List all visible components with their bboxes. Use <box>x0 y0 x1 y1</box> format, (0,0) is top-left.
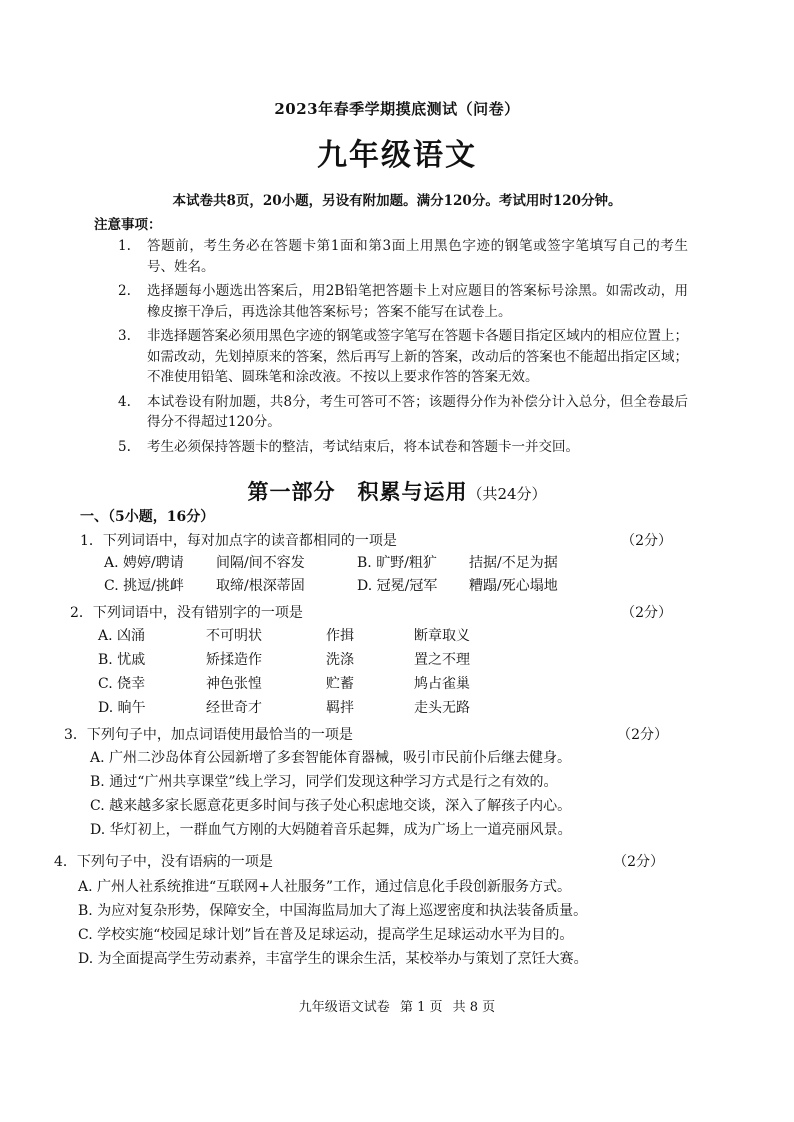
notice-item <box>118 437 688 458</box>
notice-item <box>118 281 688 322</box>
option-line: C. 越来越多家长愿意花更多时间与孩子处心积虑地交谈，深入了解孩子内心。 <box>90 798 572 814</box>
question-score: （2分） <box>621 533 672 549</box>
option-cell: 作揖 <box>326 628 354 644</box>
question-score: （2分） <box>621 605 672 621</box>
option-cell: 取缔/根深蒂固 <box>216 578 305 594</box>
footer-name: 九年级语文试卷 <box>298 1000 390 1015</box>
option-line: A. 广州人社系统推进“互联网+人社服务”工作，通过信息化手段创新服务方式。 <box>78 879 572 895</box>
notice-number: 4. <box>118 393 131 410</box>
option-cell: 洗涤 <box>326 652 354 668</box>
option-cell: A. 凶涌 <box>98 628 146 644</box>
option-cell: B. 旷野/粗犷 <box>357 555 437 571</box>
option-cell: 间隔/间不容发 <box>216 555 305 571</box>
question-score: （2分） <box>617 727 668 743</box>
option-cell: 走头无路 <box>414 700 470 716</box>
part-title <box>0 476 794 506</box>
option-cell: 鸠占雀巢 <box>414 676 470 692</box>
option-cell: 神色张惶 <box>206 676 262 692</box>
question-stem: 4．下列句子中，没有语病的一项是 <box>54 854 273 870</box>
option-line: B. 为应对复杂形势，保障安全，中国海监局加大了海上巡逻密度和执法装备质量。 <box>78 903 588 919</box>
notice-list <box>118 236 688 461</box>
option-cell: C. 挑逗/挑衅 <box>104 578 184 594</box>
question-score: （2分） <box>613 854 664 870</box>
option-cell: B. 忧戚 <box>98 652 146 668</box>
notice-text: 非选择题答案必须用黑色字迹的钢笔或签字笔写在答题卡各题目指定区域内的相应位置上；如需改动，先划掉原来的答案，然后再写上新的答案，改动后的答案也不能超出指定区域；不准使用铅笔、圆珠笔和涂改液。不按以上要求作答的答案无效。 <box>147 328 688 385</box>
option-cell: 断章取义 <box>414 628 470 644</box>
option-line: A. 广州二沙岛体育公园新增了多套智能体育器械，吸引市民前仆后继去健身。 <box>90 750 572 766</box>
exam-info: 本试卷共8页，20小题，另设有附加题。满分120分。考试用时120分钟。 <box>172 193 622 209</box>
option-cell: 拮据/不足为据 <box>469 555 558 571</box>
option-cell: D. 冠冕/冠军 <box>357 578 438 594</box>
option-cell: 糟蹋/死心塌地 <box>469 578 558 594</box>
option-cell: 经世奇才 <box>206 700 262 716</box>
question-stem: 1．下列词语中，每对加点字的读音都相同的一项是 <box>80 533 397 549</box>
exam-title: 2023年春季学期摸底测试（问卷） <box>274 100 520 118</box>
subject-title: 九年级语文 <box>317 138 477 173</box>
option-cell: C. 侥幸 <box>98 676 146 692</box>
notice-number: 3. <box>118 328 131 344</box>
notice-text: 本试卷设有附加题，共8分，考生可答可不答；该题得分作为补偿分计入总分，但全卷最后得分不得超过120分。 <box>147 393 688 430</box>
page-footer <box>0 996 794 1015</box>
notice-title: 注意事项： <box>94 217 162 233</box>
option-line: D. 华灯初上，一群血气方刚的大妈随着音乐起舞，成为广场上一道亮丽风景。 <box>90 822 572 838</box>
notice-text: 选择题每小题选出答案后，用2B铅笔把答题卡上对应题目的答案标号涂黑。如需改动，用橡皮擦干净后，再选涂其他答案标号；答案不能写在试卷上。 <box>147 283 688 320</box>
notice-number: 1. <box>118 238 131 254</box>
notice-text: 答题前，考生务必在答题卡第1面和第3面上用黑色字迹的钢笔或签字笔填写自己的考生号、姓名。 <box>147 238 688 275</box>
option-cell: 置之不理 <box>414 652 470 668</box>
notice-text: 考生必须保持答题卡的整洁，考试结束后，将本试卷和答题卡一并交回。 <box>147 438 579 455</box>
notice-item <box>118 392 688 433</box>
option-cell: 不可明状 <box>206 628 262 644</box>
notice-number: 2. <box>118 283 131 299</box>
option-cell: A. 娉婷/聘请 <box>104 555 184 571</box>
option-line: D. 为全面提高学生劳动素养，丰富学生的课余生活，某校举办与策划了烹饪大赛。 <box>78 951 588 967</box>
option-cell: D. 晌午 <box>98 700 146 716</box>
notice-item <box>118 326 688 388</box>
footer-page: 第 1 页 <box>399 1000 443 1015</box>
question-stem: 2．下列词语中，没有错别字的一项是 <box>70 605 303 621</box>
option-cell: 羁拌 <box>326 700 354 716</box>
section-title: 一、（5小题，16分） <box>80 509 215 525</box>
part-score: （共24分） <box>467 485 547 503</box>
option-line: B. 通过“广州共享课堂”线上学习，同学们发现这种学习方式是行之有效的。 <box>90 774 558 790</box>
notice-item <box>118 236 688 277</box>
notice-number: 5. <box>118 438 131 455</box>
part-name: 第一部分 积累与运用 <box>247 479 468 504</box>
option-line: C. 学校实施“校园足球计划”旨在普及足球运动，提高学生足球运动水平为目的。 <box>78 927 574 943</box>
option-cell: 贮蓄 <box>326 676 354 692</box>
footer-total: 共 8 页 <box>452 1000 496 1015</box>
question-stem: 3．下列句子中，加点词语使用最恰当的一项是 <box>64 727 353 743</box>
option-cell: 矫揉造作 <box>206 652 262 668</box>
